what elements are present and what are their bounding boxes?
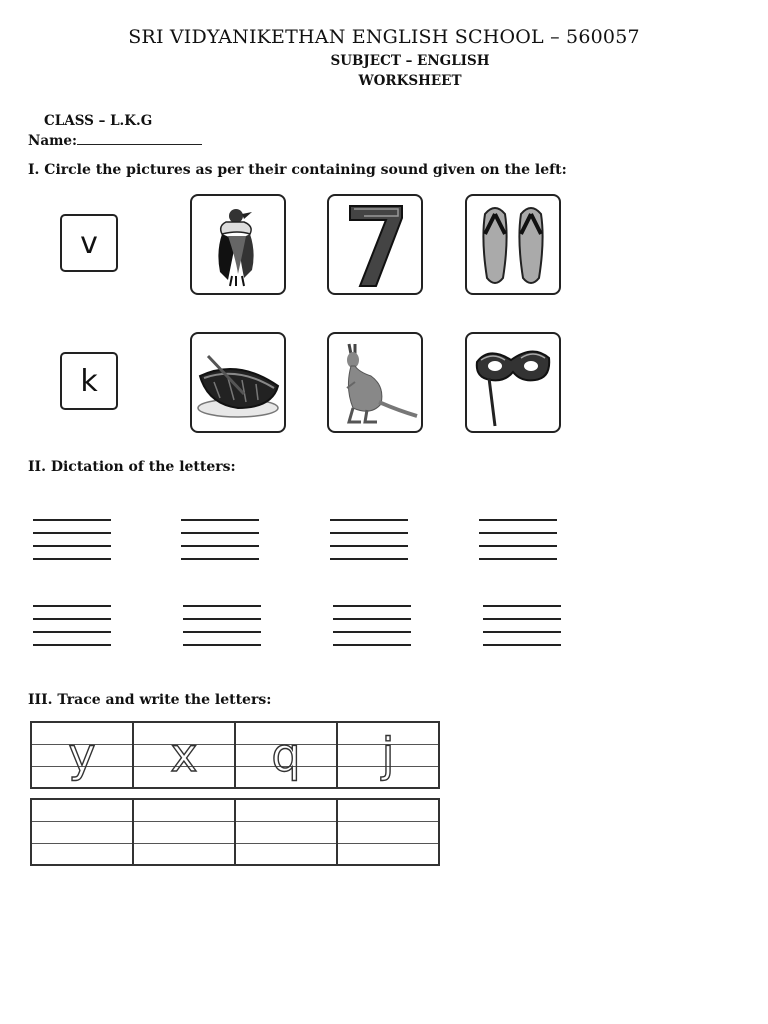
trace-cell[interactable] (337, 722, 439, 788)
picture-box-vulture[interactable] (190, 194, 286, 295)
sound-letter: k (80, 363, 98, 399)
ruling-lines (134, 800, 234, 864)
picture-box-mask[interactable] (465, 332, 561, 433)
dictation-lines[interactable] (479, 519, 557, 571)
trace-cell[interactable] (133, 722, 235, 788)
trace-letter: j (381, 728, 395, 782)
picture-box-flip-flops[interactable] (465, 194, 561, 295)
write-table (30, 798, 440, 866)
trace-letter: q (271, 728, 301, 782)
trace-table (30, 721, 440, 789)
dictation-lines[interactable] (33, 605, 111, 657)
name-label: Name: (28, 133, 77, 149)
write-cell[interactable] (31, 799, 133, 865)
picture-box-boat[interactable] (190, 332, 286, 433)
trace-cell[interactable] (31, 722, 133, 788)
section2-heading: II. Dictation of the letters: (28, 459, 236, 475)
write-cell[interactable] (337, 799, 439, 865)
sound-letter-box-v (60, 214, 118, 272)
sound-letter-box-k (60, 352, 118, 410)
name-row (28, 133, 202, 149)
trace-cell[interactable] (235, 722, 337, 788)
section3-heading: III. Trace and write the letters: (28, 692, 272, 708)
mask-icon (469, 338, 557, 428)
name-blank-line (77, 133, 202, 145)
dictation-lines[interactable] (483, 605, 561, 657)
write-cell[interactable] (235, 799, 337, 865)
subject-label: SUBJECT – ENGLISH (330, 53, 490, 69)
sound-letter: v (80, 225, 98, 261)
seven-icon (340, 200, 410, 290)
worksheet-label: WORKSHEET (358, 73, 462, 89)
dictation-lines[interactable] (333, 605, 411, 657)
dictation-lines[interactable] (330, 519, 408, 571)
school-title: SRI VIDYANIKETHAN ENGLISH SCHOOL – 560057 (128, 26, 640, 48)
dictation-lines[interactable] (183, 605, 261, 657)
trace-letter: y (68, 728, 96, 782)
trace-letter: x (170, 728, 198, 782)
ruling-lines (236, 800, 336, 864)
picture-box-seven[interactable] (327, 194, 423, 295)
ruling-lines (338, 800, 438, 864)
write-cell[interactable] (133, 799, 235, 865)
flip-flops-icon (473, 200, 553, 290)
kangaroo-icon (331, 338, 419, 428)
ruling-lines (32, 800, 132, 864)
picture-box-kangaroo[interactable] (327, 332, 423, 433)
vulture-icon (198, 200, 278, 290)
class-label: CLASS – L.K.G (44, 113, 153, 129)
dictation-lines[interactable] (33, 519, 111, 571)
section1-heading: I. Circle the pictures as per their containing sound given on the left: (28, 162, 567, 178)
dictation-lines[interactable] (181, 519, 259, 571)
boat-icon (194, 338, 282, 428)
